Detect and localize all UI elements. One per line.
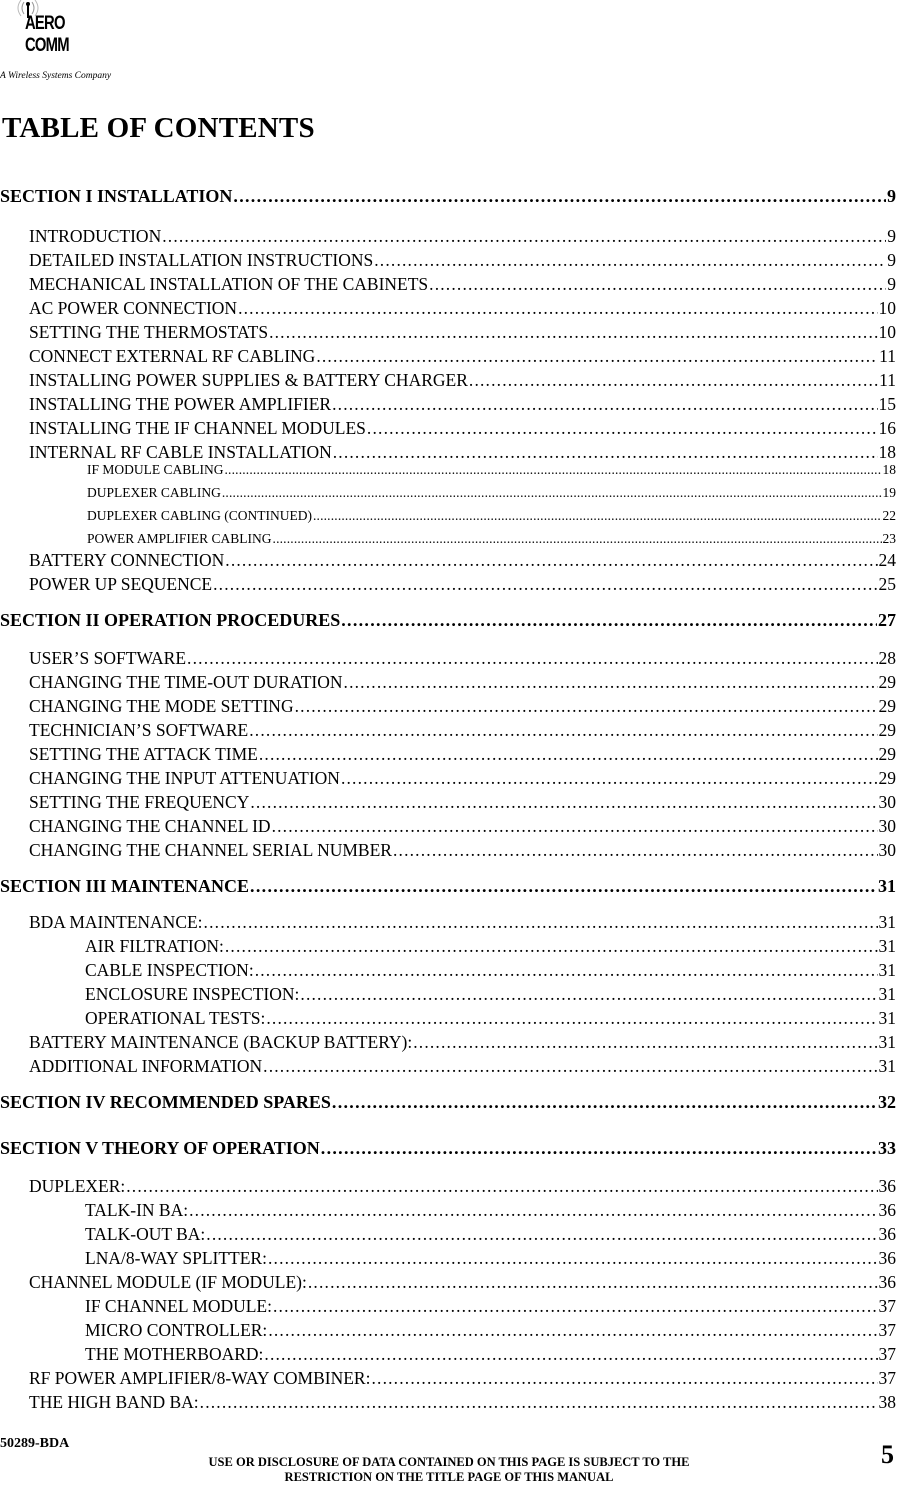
- toc-entry[interactable]: [87, 531, 896, 547]
- toc-entry-page: 18: [878, 442, 896, 462]
- toc-entry-label: SECTION V THEORY OF OPERATION: [0, 1138, 320, 1158]
- toc-entry-label: INSTALLING POWER SUPPLIES & BATTERY CHARGER: [29, 370, 468, 390]
- toc-dot-leader: [300, 984, 877, 1005]
- toc-entry-label: TALK-OUT BA:: [85, 1224, 206, 1244]
- toc-entry[interactable]: [29, 768, 896, 789]
- toc-dot-leader: [273, 531, 882, 547]
- disclosure-notice-line: USE OR DISCLOSURE OF DATA CONTAINED ON THIS PAGE IS SUBJECT TO THE: [208, 1455, 690, 1469]
- toc-entry-page: 29: [878, 720, 896, 740]
- toc-entry[interactable]: [29, 418, 896, 439]
- toc-entry[interactable]: [29, 226, 896, 247]
- toc-entry[interactable]: [29, 744, 896, 765]
- toc-dot-leader: [213, 574, 877, 595]
- toc-entry-label: TECHNICIAN’S SOFTWARE: [29, 720, 249, 740]
- toc-entry[interactable]: [87, 508, 896, 524]
- toc-entry-page: 31: [878, 876, 896, 896]
- toc-entry-label: BATTERY MAINTENANCE (BACKUP BATTERY):: [29, 1032, 413, 1052]
- toc-entry[interactable]: [85, 984, 896, 1005]
- toc-entry-page: 32: [878, 1092, 896, 1112]
- toc-entry-page: 16: [878, 418, 896, 438]
- toc-entry-label: INSTALLING THE POWER AMPLIFIER: [29, 394, 332, 414]
- toc-entry-page: 36: [878, 1200, 896, 1220]
- toc-entry-label: POWER UP SEQUENCE: [29, 574, 213, 594]
- toc-entry-page: 11: [879, 370, 896, 390]
- toc-dot-leader: [429, 274, 886, 295]
- toc-entry-label: SECTION III MAINTENANCE: [0, 876, 250, 896]
- toc-entry-page: 31: [878, 1008, 896, 1028]
- toc-entry-label: INSTALLING THE IF CHANNEL MODULES: [29, 418, 366, 438]
- toc-entry[interactable]: [29, 574, 896, 595]
- toc-entry[interactable]: [29, 912, 896, 933]
- toc-dot-leader: [393, 840, 878, 861]
- toc-entry[interactable]: [29, 1272, 896, 1293]
- toc-entry-label: USER’S SOFTWARE: [29, 648, 187, 668]
- toc-entry[interactable]: [29, 346, 896, 367]
- company-logo: [0, 0, 120, 84]
- toc-entry[interactable]: [87, 485, 896, 501]
- toc-entry[interactable]: [85, 1344, 896, 1365]
- toc-entry-label: ENCLOSURE INSPECTION:: [85, 984, 300, 1004]
- toc-entry-page: 36: [878, 1272, 896, 1292]
- toc-entry[interactable]: [85, 1200, 896, 1221]
- toc-entry-label: INTERNAL RF CABLE INSTALLATION: [29, 442, 332, 462]
- toc-section-entry[interactable]: [0, 186, 896, 207]
- toc-entry-label: ADDITIONAL INFORMATION: [29, 1056, 263, 1076]
- toc-dot-leader: [272, 816, 878, 837]
- toc-entry-label: THE HIGH BAND BA:: [29, 1392, 199, 1412]
- toc-entry-page: 31: [878, 960, 896, 980]
- toc-dot-leader: [225, 936, 878, 957]
- toc-dot-leader: [250, 876, 877, 897]
- toc-entry-label: IF MODULE CABLING: [87, 462, 224, 477]
- toc-entry-page: 37: [878, 1296, 896, 1316]
- toc-entry-label: THE MOTHERBOARD:: [85, 1344, 264, 1364]
- toc-entry-page: 10: [878, 298, 896, 318]
- toc-entry[interactable]: [29, 550, 896, 571]
- toc-dot-leader: [295, 696, 878, 717]
- toc-entry-label: POWER AMPLIFIER CABLING: [87, 531, 272, 546]
- toc-entry[interactable]: [29, 274, 896, 295]
- toc-dot-leader: [332, 394, 877, 415]
- toc-entry-page: 10: [878, 322, 896, 342]
- toc-section-entry[interactable]: [0, 1138, 896, 1159]
- toc-entry-label: BATTERY CONNECTION: [29, 550, 225, 570]
- toc-entry-page: 24: [878, 550, 896, 570]
- toc-section-entry[interactable]: [0, 1092, 896, 1113]
- toc-entry-page: 23: [882, 531, 896, 546]
- toc-dot-leader: [332, 1092, 877, 1113]
- toc-entry[interactable]: [85, 1320, 896, 1341]
- toc-entry-label: MECHANICAL INSTALLATION OF THE CABINETS: [29, 274, 429, 294]
- toc-entry[interactable]: [29, 672, 896, 693]
- toc-dot-leader: [374, 250, 886, 271]
- toc-entry-label: IF CHANNEL MODULE:: [85, 1296, 272, 1316]
- toc-entry-page: 31: [878, 912, 896, 932]
- toc-dot-leader: [316, 346, 878, 367]
- toc-entry[interactable]: [85, 1008, 896, 1029]
- toc-entry-page: 11: [879, 346, 896, 366]
- toc-dot-leader: [269, 322, 877, 343]
- toc-dot-leader: [259, 744, 878, 765]
- toc-dot-leader: [341, 610, 877, 631]
- toc-entry[interactable]: [29, 1392, 896, 1413]
- toc-entry[interactable]: [29, 250, 896, 271]
- toc-entry-page: 9: [887, 250, 896, 270]
- toc-dot-leader: [367, 418, 878, 439]
- toc-entry-label: CHANNEL MODULE (IF MODULE):: [29, 1272, 307, 1292]
- toc-entry-label: SECTION I INSTALLATION: [0, 186, 233, 206]
- toc-dot-leader: [250, 792, 877, 813]
- toc-dot-leader: [204, 912, 878, 933]
- toc-dot-leader: [308, 1272, 878, 1293]
- toc-entry-label: LNA/8-WAY SPLITTER:: [85, 1248, 267, 1268]
- toc-entry-label: CHANGING THE CHANNEL SERIAL NUMBER: [29, 840, 392, 860]
- toc-dot-leader: [225, 462, 882, 478]
- toc-entry-page: 30: [878, 840, 896, 860]
- toc-entry-label: CHANGING THE MODE SETTING: [29, 696, 294, 716]
- toc-entry-page: 9: [887, 186, 896, 206]
- toc-entry[interactable]: [87, 462, 896, 478]
- toc-entry-label: TALK-IN BA:: [85, 1200, 189, 1220]
- toc-dot-leader: [333, 442, 878, 463]
- toc-dot-leader: [341, 768, 878, 789]
- toc-entry-label: CABLE INSPECTION:: [85, 960, 254, 980]
- toc-entry[interactable]: [85, 1248, 896, 1269]
- toc-entry-label: CHANGING THE INPUT ATTENUATION: [29, 768, 340, 788]
- toc-entry-label: RF POWER AMPLIFIER/8-WAY COMBINER:: [29, 1368, 371, 1388]
- toc-entry[interactable]: [85, 1224, 896, 1245]
- page-number: 5: [881, 1440, 894, 1469]
- toc-entry-label: BDA MAINTENANCE:: [29, 912, 203, 932]
- toc-entry-page: 31: [878, 936, 896, 956]
- toc-entry[interactable]: [85, 960, 896, 981]
- toc-entry-page: 37: [878, 1368, 896, 1388]
- toc-dot-leader: [313, 508, 882, 524]
- toc-entry-page: 28: [878, 648, 896, 668]
- toc-entry-label: DUPLEXER CABLING (CONTINUED): [87, 508, 312, 523]
- toc-entry-page: 33: [878, 1138, 896, 1158]
- toc-dot-leader: [268, 1320, 877, 1341]
- toc-entry-page: 36: [878, 1224, 896, 1244]
- toc-entry-page: 18: [882, 462, 896, 477]
- toc-dot-leader: [200, 1392, 878, 1413]
- toc-entry-page: 29: [878, 696, 896, 716]
- toc-entry[interactable]: [29, 370, 896, 391]
- toc-entry[interactable]: [29, 1176, 896, 1197]
- toc-entry-page: 19: [882, 485, 896, 500]
- toc-dot-leader: [263, 1056, 877, 1077]
- toc-dot-leader: [273, 1296, 878, 1317]
- toc-entry[interactable]: [29, 298, 896, 319]
- toc-entry-page: 38: [878, 1392, 896, 1412]
- toc-dot-leader: [238, 298, 877, 319]
- toc-entry-label: SETTING THE THERMOSTATS: [29, 322, 269, 342]
- toc-entry-page: 31: [878, 984, 896, 1004]
- toc-entry-label: DUPLEXER:: [29, 1176, 126, 1196]
- toc-entry[interactable]: [29, 322, 896, 343]
- toc-dot-leader: [225, 550, 877, 571]
- toc-dot-leader: [233, 186, 886, 207]
- toc-entry-page: 27: [878, 610, 896, 630]
- toc-entry[interactable]: [29, 1032, 896, 1053]
- toc-dot-leader: [321, 1138, 877, 1159]
- logo-word-comm: COMM: [25, 35, 69, 56]
- toc-entry-page: 29: [878, 672, 896, 692]
- toc-dot-leader: [344, 672, 878, 693]
- toc-dot-leader: [249, 720, 877, 741]
- toc-entry-page: 30: [878, 792, 896, 812]
- toc-entry-label: INTRODUCTION: [29, 226, 162, 246]
- toc-entry-label: SECTION II OPERATION PROCEDURES: [0, 610, 341, 630]
- toc-dot-leader: [126, 1176, 877, 1197]
- toc-entry[interactable]: [29, 816, 896, 837]
- toc-entry[interactable]: [29, 442, 896, 463]
- toc-entry-label: AIR FILTRATION:: [85, 936, 224, 956]
- toc-dot-leader: [268, 1248, 878, 1269]
- logo-word-aero: AERO: [25, 13, 65, 34]
- toc-entry-page: 37: [878, 1344, 896, 1364]
- toc-entry[interactable]: [85, 1296, 896, 1317]
- toc-entry-label: CHANGING THE CHANNEL ID: [29, 816, 271, 836]
- toc-entry[interactable]: [29, 696, 896, 717]
- toc-dot-leader: [222, 485, 882, 501]
- toc-entry[interactable]: [29, 648, 896, 669]
- disclosure-notice: [0, 1455, 898, 1485]
- toc-entry-label: MICRO CONTROLLER:: [85, 1320, 268, 1340]
- page-title: TABLE OF CONTENTS: [2, 112, 315, 144]
- toc-entry-label: DETAILED INSTALLATION INSTRUCTIONS: [29, 250, 374, 270]
- toc-dot-leader: [189, 1200, 877, 1221]
- toc-entry-page: 9: [887, 274, 896, 294]
- toc-entry-page: 25: [878, 574, 896, 594]
- toc-entry-page: 37: [878, 1320, 896, 1340]
- toc-dot-leader: [266, 1008, 877, 1029]
- toc-entry[interactable]: [29, 840, 896, 861]
- toc-entry-label: CHANGING THE TIME-OUT DURATION: [29, 672, 343, 692]
- toc-entry-page: 36: [878, 1176, 896, 1196]
- disclosure-notice-line: RESTRICTION ON THE TITLE PAGE OF THIS MANUAL: [284, 1470, 614, 1484]
- toc-entry-page: 15: [878, 394, 896, 414]
- toc-dot-leader: [187, 648, 877, 669]
- logo-tagline: A Wireless Systems Company: [0, 71, 112, 81]
- toc-section-entry[interactable]: [0, 876, 896, 897]
- toc-entry-page: 29: [878, 744, 896, 764]
- toc-dot-leader: [469, 370, 878, 391]
- toc-dot-leader: [264, 1344, 877, 1365]
- toc-dot-leader: [162, 226, 886, 247]
- toc-dot-leader: [413, 1032, 877, 1053]
- toc-entry-label: SETTING THE ATTACK TIME: [29, 744, 258, 764]
- toc-entry[interactable]: [29, 1368, 896, 1389]
- toc-dot-leader: [371, 1368, 877, 1389]
- toc-entry-label: SECTION IV RECOMMENDED SPARES: [0, 1092, 331, 1112]
- toc-entry-label: CONNECT EXTERNAL RF CABLING: [29, 346, 316, 366]
- toc-entry[interactable]: [85, 936, 896, 957]
- toc-entry-page: 31: [878, 1056, 896, 1076]
- toc-dot-leader: [206, 1224, 877, 1245]
- toc-entry-label: OPERATIONAL TESTS:: [85, 1008, 266, 1028]
- toc-entry-page: 22: [882, 508, 896, 523]
- toc-entry-page: 9: [887, 226, 896, 246]
- toc-entry-label: DUPLEXER CABLING: [87, 485, 221, 500]
- toc-entry-page: 29: [878, 768, 896, 788]
- document-id: 50289-BDA: [0, 1436, 70, 1451]
- toc-entry-label: AC POWER CONNECTION: [29, 298, 238, 318]
- toc-entry-label: SETTING THE FREQUENCY: [29, 792, 250, 812]
- toc-entry-page: 36: [878, 1248, 896, 1268]
- toc-dot-leader: [255, 960, 878, 981]
- toc-entry[interactable]: [29, 1056, 896, 1077]
- toc-entry[interactable]: [29, 394, 896, 415]
- toc-entry-page: 30: [878, 816, 896, 836]
- toc-section-entry[interactable]: [0, 610, 896, 631]
- toc-entry-page: 31: [878, 1032, 896, 1052]
- toc-entry[interactable]: [29, 720, 896, 741]
- toc-entry[interactable]: [29, 792, 896, 813]
